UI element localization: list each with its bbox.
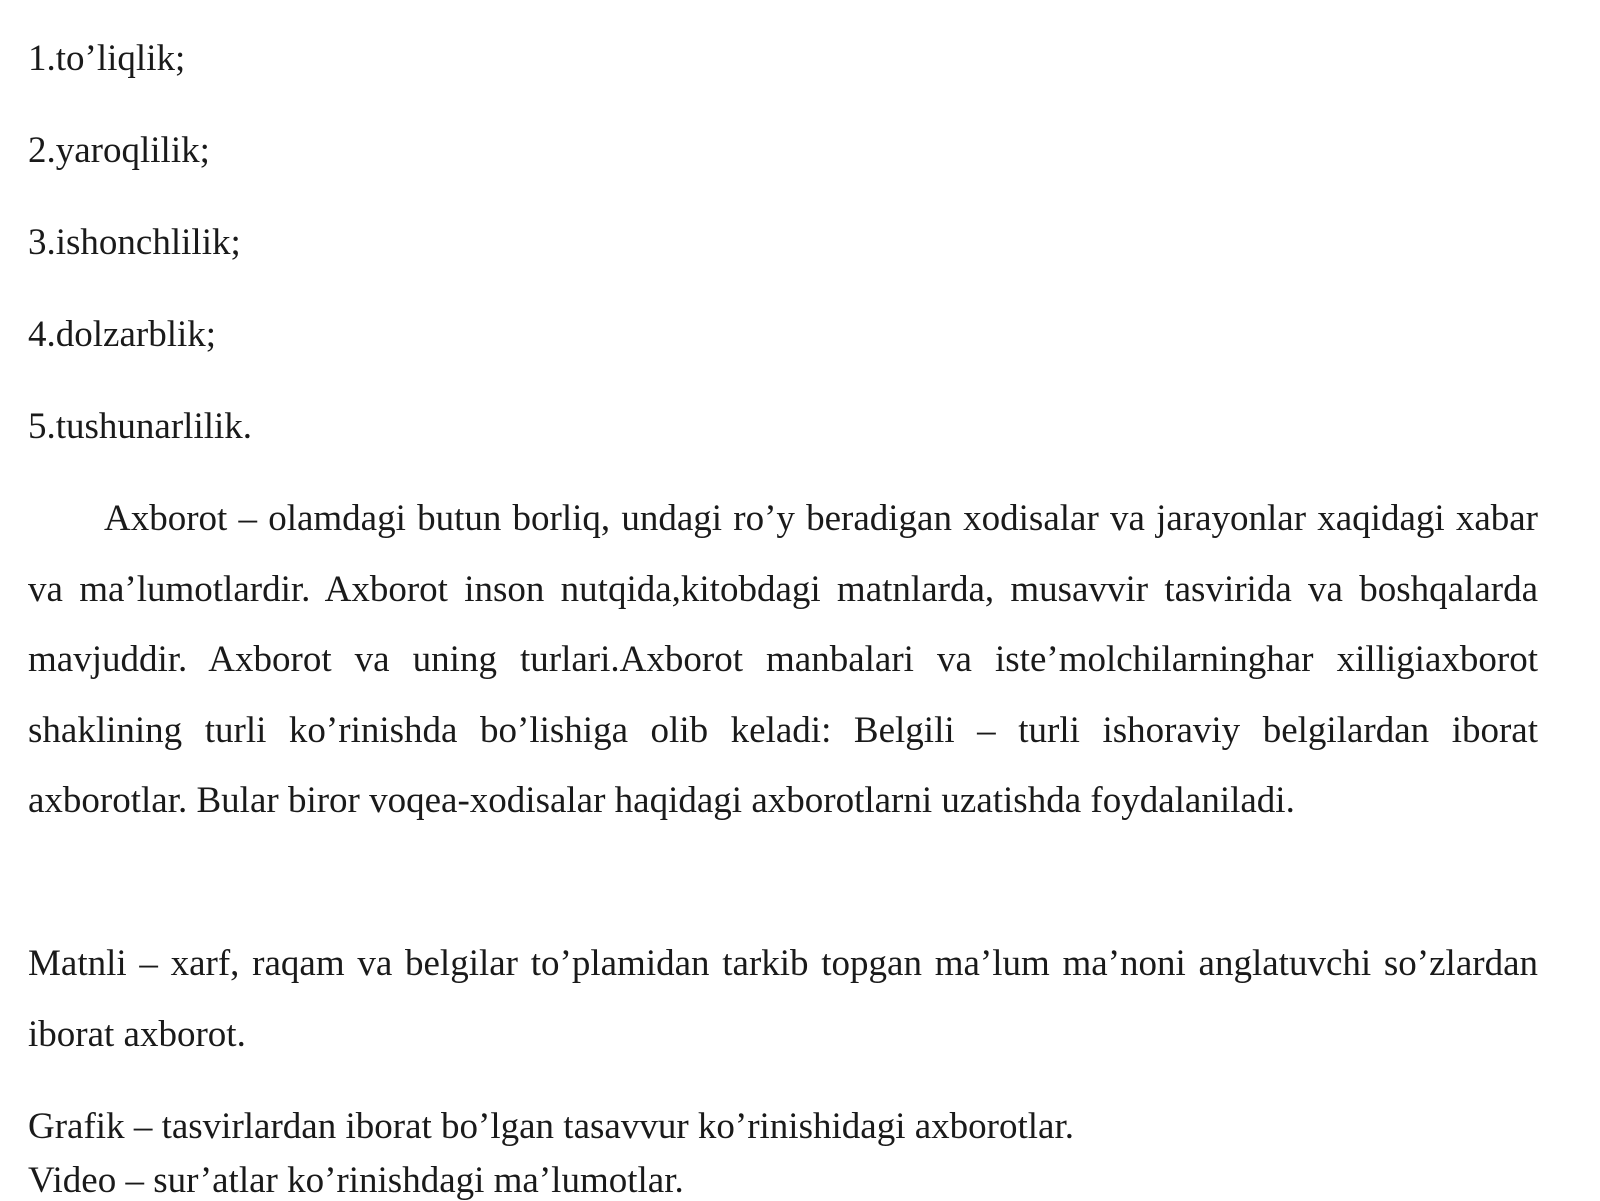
list-item-3: 3.ishonchlilik; bbox=[28, 222, 241, 263]
paragraph-axborot: Axborot – olamdagi butun borliq, undagi ro’y beradigan xodisalar va jarayonlar xaqidagi xabar va ma’lumotlardir. Axborot inson nutqida,kitobdagi matnlarda, musavvir tasvirida va boshqalarda mavjuddir. Axborot va uning turlari.Axborot manbalari va iste’molchilarninghar xilligiaxborot shaklining turli ko’rinishda bo’lishiga olib keladi: Belgili – turli ishoraviy belgilardan iborat axborotlar. Bular biror voqea-xodisalar haqidagi axborotlarni uzatishda foydalaniladi. bbox=[28, 498, 1538, 821]
paragraph-grafik: Grafik – tasvirlardan iborat bo’lgan tasavvur ko’rinishidagi axborotlar. bbox=[28, 1106, 1074, 1147]
paragraph-matnli: Matnli – xarf, raqam va belgilar to’plamidan tarkib topgan ma’lum ma’noni anglatuvchi so’zlardan iborat axborot. bbox=[28, 943, 1538, 1055]
list-item-1: 1.to’liqlik; bbox=[28, 38, 186, 79]
list-item-5: 5.tushunarlilik. bbox=[28, 406, 253, 447]
paragraph-video-partial: Video – sur’atlar ko’rinishdagi ma’lumotlar. bbox=[28, 1160, 684, 1201]
list-item-2: 2.yaroqlilik; bbox=[28, 130, 210, 171]
list-item-4: 4.dolzarblik; bbox=[28, 314, 217, 355]
